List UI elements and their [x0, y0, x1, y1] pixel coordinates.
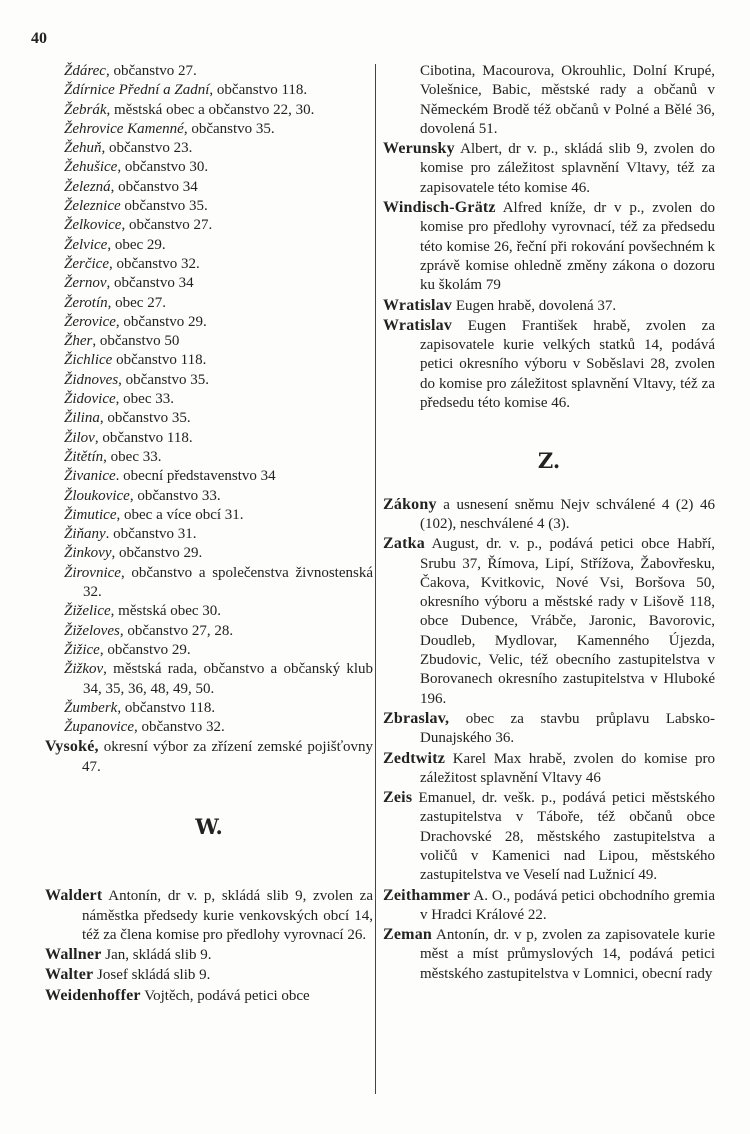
- index-entry-vysoke: [45, 737, 373, 777]
- entry-head: Železná: [64, 178, 111, 195]
- index-entry: [383, 316, 715, 413]
- entry-text: , občanstvo 32.: [133, 719, 225, 736]
- index-entry: [64, 699, 373, 718]
- index-entry: [64, 544, 373, 563]
- entry-head: Žilina: [64, 410, 100, 427]
- entry-text: , obec 33.: [115, 391, 174, 408]
- entry-head: Žinkovy: [64, 545, 112, 562]
- entry-head: Žiňany: [64, 526, 106, 543]
- entry-text: , občanstvo 27, 28.: [119, 622, 234, 639]
- entry-text: , obec 29.: [107, 236, 166, 253]
- entry-head: Wallner: [45, 946, 102, 964]
- w-entries-list: [45, 886, 373, 1006]
- entry-text: Josef skládá slib 9.: [93, 967, 211, 984]
- index-entry: [45, 886, 373, 945]
- index-entry: [383, 886, 715, 926]
- index-entry: [64, 197, 373, 216]
- entry-head: Windisch-Grätz: [383, 199, 496, 217]
- entry-text: , městská obec a občanstvo 22, 30.: [106, 101, 315, 118]
- entry-text: občanstvo 118.: [112, 352, 207, 369]
- z-subentries-list: [45, 62, 373, 737]
- entry-head: Žilov: [64, 429, 95, 446]
- index-entry: [64, 506, 373, 525]
- index-entry: [64, 622, 373, 641]
- index-entry: [64, 564, 373, 603]
- entry-text: , občanstvo 118.: [209, 82, 308, 99]
- left-column: [45, 62, 373, 1006]
- index-entry: [64, 718, 373, 737]
- entry-text: Antonín, dr. v p, zvolen za zapisovatele kurie měst a míst průmyslových 14, podává petici městského zastupitelstva v Lomnici, obecní rady: [420, 927, 715, 982]
- entry-text: Jan, skládá slib 9.: [101, 947, 212, 964]
- entry-text: , obec a více obcí 31.: [116, 506, 244, 523]
- index-entry: [64, 409, 373, 428]
- entry-head: Žižkov: [64, 661, 104, 678]
- entry-text: , občanstvo 27.: [105, 63, 197, 79]
- entry-head: Živanice: [64, 468, 116, 485]
- entry-text: Eugen hrabě, dovolená 37.: [452, 297, 617, 314]
- entry-text: občanstvo 35.: [120, 198, 208, 215]
- index-entry: [383, 198, 715, 295]
- entry-head: Vysoké,: [45, 738, 99, 756]
- entry-text: obec za stavbu průplavu Labsko-Dunajského 36.: [420, 710, 715, 747]
- continued-entry-text: Cibotina, Macourova, Okrouhlic, Dolní Krupé, Volešnice, Babic, městské rady a občanů v Německém Brodě též občanů v Polné a Bělé 36, dovolená 51.: [420, 63, 715, 137]
- entry-head: Žebrák: [64, 101, 107, 118]
- entry-text: a usnesení sněmu Nejv schválené 4 (2) 46 (102), neschválené 4 (3).: [420, 496, 715, 532]
- entry-head: Želkovice: [64, 217, 122, 234]
- entry-head: Želvice: [64, 236, 108, 253]
- index-entry: [64, 525, 373, 544]
- entry-head: Žehušice: [64, 159, 118, 176]
- entry-head: Zeithammer: [383, 886, 471, 904]
- index-entry: [45, 965, 373, 985]
- index-entry: [64, 487, 373, 506]
- entry-head: Žiželoves: [64, 622, 120, 639]
- entry-head: Žher: [64, 333, 93, 350]
- index-entry: [64, 236, 373, 255]
- entry-head: Zeis: [383, 789, 413, 807]
- entry-head: Zedtwitz: [383, 749, 446, 767]
- entry-text: , městská obec 30.: [110, 603, 222, 620]
- entry-head: Ždírnice Přední a Zadní: [64, 82, 210, 99]
- entry-head: Židovice: [64, 391, 116, 408]
- entry-text: okresní výbor za zřízení zemské pojišťovny 47.: [82, 739, 373, 775]
- index-entry: [64, 371, 373, 390]
- index-entry: [64, 101, 373, 120]
- index-entry: [383, 749, 715, 789]
- index-entry: [383, 296, 715, 316]
- section-heading-z: Z.: [537, 448, 561, 474]
- entry-head: Žimutice: [64, 506, 117, 523]
- index-entry: [64, 294, 373, 313]
- index-entry: [383, 139, 715, 198]
- entry-head: Zákony: [383, 495, 437, 513]
- index-entry: [64, 602, 373, 621]
- entry-head: Žižice: [64, 641, 100, 658]
- column-divider: [375, 64, 376, 1094]
- index-entry: [64, 448, 373, 467]
- index-entry: [64, 62, 373, 81]
- entry-head: Žerotín: [64, 294, 108, 311]
- entry-text: , občanstvo 30.: [117, 159, 209, 176]
- entry-text: , občanstvo 34: [106, 275, 194, 292]
- index-entry: [64, 139, 373, 158]
- entry-text: , občanstvo 35.: [99, 410, 191, 427]
- entry-text: Vojtěch, podává petici obce: [140, 987, 310, 1004]
- entry-head: Waldert: [45, 887, 103, 905]
- entry-head: Wratislav: [383, 296, 453, 314]
- entry-text: Alfred kníže, dr v p., zvolen do komise pro předlohy vyrovnací, též za předsedu této komise 26, řeční při rokování povšechném k zprávě komise ohledně změny zákona o dozoru ku školám 79: [420, 200, 715, 294]
- entry-head: Zeman: [383, 926, 432, 944]
- index-entry: [64, 641, 373, 660]
- entry-head: Žehrovice Kamenné: [64, 120, 184, 137]
- entry-head: Žernov: [64, 275, 107, 292]
- entry-text: , občanstvo 34: [110, 178, 198, 195]
- entry-text: Antonín, dr v. p, skládá slib 9, zvolen za náměstka předsedy kurie venkovských obcí 14, též za člena komise pro předlohy vyrovnací 26.: [82, 888, 373, 943]
- right-column: [383, 62, 715, 984]
- index-entry: [64, 255, 373, 274]
- index-entry: [64, 216, 373, 235]
- entry-head: Žitětín: [64, 448, 104, 465]
- entry-head: Županovice: [64, 719, 134, 736]
- entry-text: , občanstvo 32.: [108, 255, 200, 272]
- index-entry: [64, 313, 373, 332]
- entry-head: Žloukovice: [64, 487, 130, 504]
- w-entries-list-continued: [383, 139, 715, 413]
- entry-head: Židnoves: [64, 371, 119, 388]
- entry-text: Eugen František hrabě, zvolen za zapisovatele kurie velkých statků 14, podává petici okresního výboru v Soběslavi 28, zvolen do komise pro záležitost splavnění Vltavy, též za předsedu této komise 46.: [420, 317, 715, 412]
- entry-text: A. O., podává petici obchodního gremia v Hradci Králové 22.: [420, 887, 715, 923]
- entry-head: Žiželice: [64, 603, 111, 620]
- index-entry: [64, 120, 373, 139]
- entry-head: Žehuň: [64, 140, 102, 157]
- index-entry: [64, 351, 373, 370]
- index-entry: [64, 467, 373, 486]
- entry-text: . občanstvo 31.: [105, 526, 197, 543]
- index-entry: [45, 945, 373, 965]
- entry-head: Žerčice: [64, 255, 109, 272]
- index-entry: [383, 925, 715, 984]
- entry-text: , městská rada, občanstvo a občanský klub 34, 35, 36, 48, 49, 50.: [83, 661, 373, 697]
- entry-text: Emanuel, dr. vešk. p., podává petici městského zastupitelstva v Táboře, též občanů obce Drachovské 28, městského zastupitelstva a voličů v Kamenici nad Lipou, městského zastupitelstva ve Veselí nad Lužnicí 49.: [412, 790, 715, 884]
- page-number: 40: [31, 30, 47, 47]
- entry-head: Žerovice: [64, 313, 116, 330]
- entry-text: , občanstvo 29.: [111, 545, 203, 562]
- entry-head: Žirovnice: [64, 564, 121, 581]
- entry-text: . obecní představenstvo 34: [115, 468, 276, 485]
- entry-head: Železnice: [64, 198, 121, 215]
- entry-text: Albert, dr v. p., skládá slib 9, zvolen do komise pro záležitost splavnění Vltavy, též za zapisovatele této komise 46.: [420, 141, 715, 196]
- index-entry: [64, 660, 373, 699]
- index-entry: [64, 158, 373, 177]
- index-entry: [383, 709, 715, 749]
- entry-text: , občanstvo 33.: [129, 487, 221, 504]
- entry-text: , občanstvo 23.: [101, 140, 193, 157]
- entry-head: Ždárec: [64, 63, 106, 79]
- entry-text: , občanstvo 118.: [117, 699, 216, 716]
- index-entry: [64, 274, 373, 293]
- entry-head: Žumberk: [64, 699, 118, 716]
- index-entry: [45, 986, 373, 1006]
- entry-head: Weidenhoffer: [45, 986, 141, 1004]
- entry-text: , občanstvo 27.: [121, 217, 213, 234]
- entry-text: Karel Max hrabě, zvolen do komise pro záležitost splavnění Vltavy 46: [420, 750, 715, 786]
- entry-text: , občanstvo a společenstva živnostenská 32.: [83, 564, 373, 601]
- z-entries-list: [383, 495, 715, 984]
- entry-head: Zatka: [383, 535, 425, 553]
- entry-text: , občanstvo 35.: [183, 120, 275, 137]
- entry-text: , občanstvo 29.: [115, 313, 207, 330]
- entry-head: Werunsky: [383, 140, 455, 158]
- entry-text: , obec 33.: [103, 448, 162, 465]
- index-entry: [64, 390, 373, 409]
- section-heading-w: W.: [195, 813, 223, 839]
- entry-text: , obec 27.: [107, 294, 166, 311]
- index-entry: [383, 534, 715, 709]
- entry-head: Wratislav: [383, 316, 453, 334]
- index-entry: [64, 81, 373, 100]
- entry-text: , občanstvo 118.: [94, 429, 193, 446]
- entry-text: , občanstvo 50: [92, 333, 180, 350]
- entry-head: Žichlice: [64, 352, 113, 369]
- entry-text: , občanstvo 29.: [99, 641, 191, 658]
- entry-head: Walter: [45, 966, 94, 984]
- index-entry: [64, 178, 373, 197]
- entry-text: August, dr. v. p., podává petici obce Habří, Srubu 37, Římova, Lipí, Střížova, Žabovřesku, Čakova, Kvitkovic, Nové Vsi, Boršova 50, okresního výboru a městské rady v Lišově 118, obce Dubence, Vrábče, Jaronic, Bavorovic, Doudleb, Mydlovar, Kamenného Újezda, Zbudovic, Velic, též obecního zastupitelstva v Borovanech okresního zastupitelstva v Hluboké 196.: [420, 536, 715, 707]
- index-entry: [383, 788, 715, 885]
- index-entry: [64, 332, 373, 351]
- entry-text: , občanstvo 35.: [118, 371, 209, 388]
- index-entry: [64, 429, 373, 448]
- entry-head: Zbraslav,: [383, 709, 450, 727]
- index-entry: [383, 495, 715, 535]
